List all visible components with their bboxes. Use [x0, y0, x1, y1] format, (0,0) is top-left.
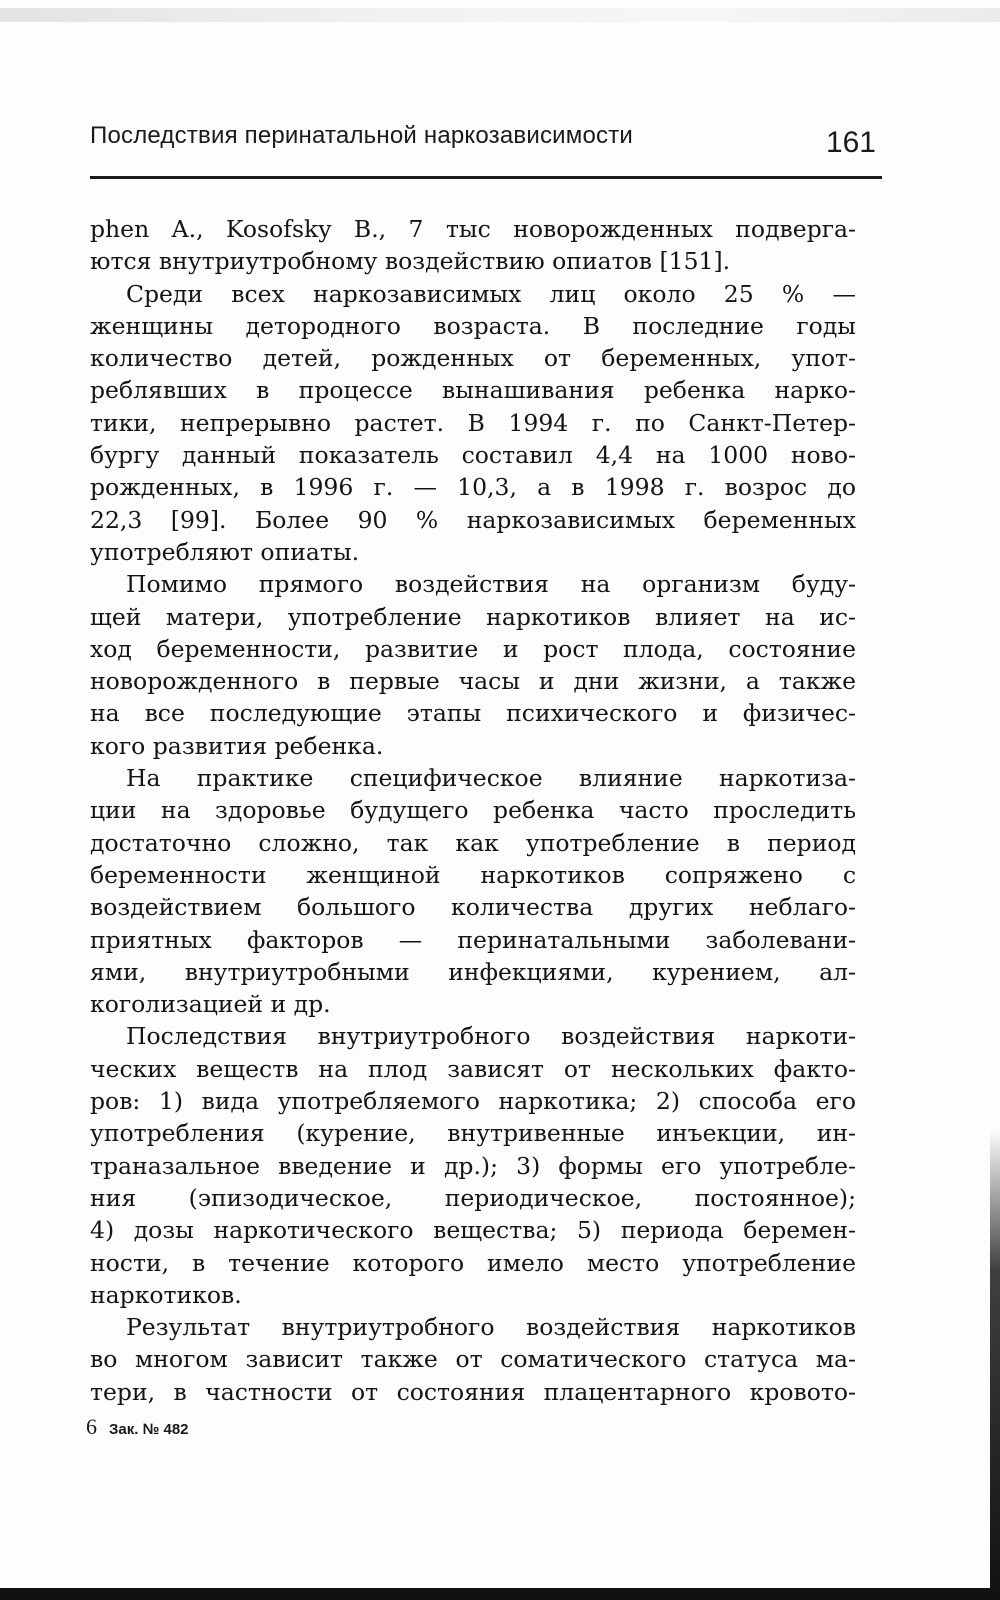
- text-line: бургу данный показатель составил 4,4 на 1000 ново-: [90, 441, 856, 470]
- order-number: Зак. № 482: [109, 1421, 189, 1438]
- text-line: количество детей, рожденных от беременных, упот-: [90, 344, 856, 373]
- scan-bottom-edge: [0, 1588, 1000, 1600]
- page-number: 161: [825, 126, 876, 159]
- text-line: ров: 1) вида употребляемого наркотика; 2) способа его: [90, 1087, 856, 1116]
- running-title: Последствия перинатальной наркозависимости: [90, 122, 634, 149]
- text-line: ями, внутриутробными инфекциями, курением, ал-: [90, 957, 856, 986]
- paragraph-first-line: Среди всех наркозависимых лиц около 25 % —: [126, 279, 856, 308]
- text-line: 22,3 [99]. Более 90 % наркозависимых беременных: [90, 505, 856, 534]
- text-line: ход беременности, развитие и рост плода, состояние: [90, 634, 856, 663]
- text-line: тери, в частности от состояния плацентарного кровото-: [90, 1377, 856, 1406]
- text-line: ческих веществ на плод зависят от нескольких факто-: [90, 1054, 856, 1083]
- text-line: коголизацией и др.: [90, 990, 331, 1019]
- text-line: беременности женщиной наркотиков сопряжено с: [90, 860, 856, 889]
- text-line: употребления (курение, внутривенные инъекции, ин-: [90, 1119, 856, 1148]
- text-line: рожденных, в 1996 г. — 10,3, а в 1998 г. возрос до: [90, 473, 856, 502]
- text-line: достаточно сложно, так как употребление в период: [90, 828, 856, 857]
- text-line: кого развития ребенка.: [90, 731, 384, 760]
- text-line: ции на здоровье будущего ребенка часто проследить: [90, 796, 856, 825]
- header-rule: [90, 176, 882, 179]
- signature-mark: 6: [86, 1414, 97, 1439]
- text-line: наркотиков.: [90, 1280, 242, 1309]
- text-line: воздействием большого количества других неблаго-: [90, 893, 856, 922]
- page-footer: [86, 1414, 189, 1440]
- text-line: употребляют опиаты.: [90, 537, 360, 566]
- text-line: ются внутриутробному воздействию опиатов [151].: [90, 247, 731, 276]
- text-line: приятных факторов — перинатальными заболевани-: [90, 925, 856, 954]
- body-text: [90, 213, 856, 1408]
- text-line: реблявших в процессе вынашивания ребенка нарко-: [90, 376, 856, 405]
- text-line: 4) дозы наркотического вещества; 5) периода беремен-: [90, 1216, 856, 1245]
- text-line: тики, непрерывно растет. В 1994 г. по Санкт-Петер-: [90, 408, 856, 437]
- paragraph-first-line: Последствия внутриутробного воздействия наркоти-: [126, 1022, 856, 1051]
- paragraph-first-line: Помимо прямого воздействия на организм буду-: [126, 570, 856, 599]
- paragraph-first-line: Результат внутриутробного воздействия наркотиков: [126, 1313, 856, 1342]
- paragraph-first-line: На практике специфическое влияние наркотиза-: [126, 764, 856, 793]
- text-line: во многом зависит также от соматического статуса ма-: [90, 1345, 856, 1374]
- text-line: phen A., Kosofsky B., 7 тыс новорожденных подверга-: [90, 215, 856, 243]
- text-line: новорожденного в первые часы и дни жизни, а также: [90, 667, 856, 696]
- text-line: ности, в течение которого имело место употребление: [90, 1248, 856, 1277]
- text-line: женщины детородного возраста. В последние годы: [90, 311, 856, 340]
- text-line: траназальное введение и др.); 3) формы его употребле-: [90, 1151, 856, 1180]
- scan-smudge: [0, 8, 1000, 22]
- text-line: на все последующие этапы психического и физичес-: [90, 699, 856, 728]
- running-header: [90, 118, 882, 182]
- text-line: щей матери, употребление наркотиков влияет на ис-: [90, 602, 856, 631]
- text-line: ния (эпизодическое, периодическое, постоянное);: [90, 1183, 856, 1212]
- scan-edge-shadow: [990, 1130, 1000, 1600]
